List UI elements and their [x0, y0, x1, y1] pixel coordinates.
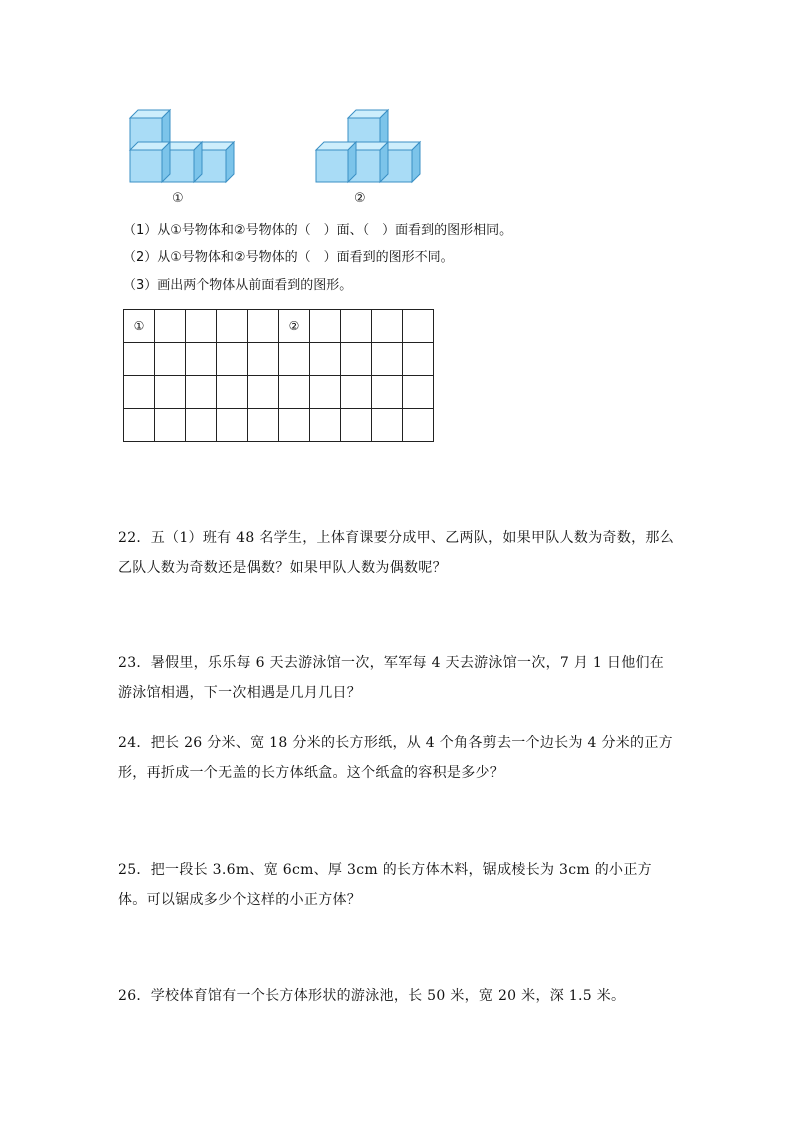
cube-figures [120, 96, 440, 211]
grid-cell[interactable] [341, 343, 372, 376]
question-25: 25．把一段长 3.6m、宽 6cm、厚 3cm 的长方体木料，锯成棱长为 3cm 的小正方体。可以锯成多少个这样的小正方体？ [118, 862, 652, 908]
grid-cell[interactable] [310, 376, 341, 409]
subquestion-1: （1）从①号物体和②号物体的（ ）面、（ ）面看到的图形相同。 [123, 223, 513, 238]
grid-cell[interactable] [403, 409, 434, 442]
grid-cell[interactable] [217, 376, 248, 409]
question-22: 22．五（1）班有 48 名学生，上体育课要分成甲、乙两队，如果甲队人数为奇数，那么乙队人数为奇数还是偶数？如果甲队人数为偶数呢？ [118, 530, 675, 576]
object-1 [130, 110, 234, 182]
grid-cell[interactable] [310, 343, 341, 376]
grid-cell[interactable] [186, 343, 217, 376]
grid-cell[interactable] [248, 409, 279, 442]
grid-cell[interactable] [186, 310, 217, 343]
grid-row [124, 409, 434, 442]
grid-cell[interactable] [186, 409, 217, 442]
grid-cell-label-2[interactable]: ② [279, 310, 310, 343]
object-2 [316, 110, 420, 182]
grid-cell[interactable] [248, 343, 279, 376]
grid-cell[interactable] [341, 376, 372, 409]
subquestion-3: （3）画出两个物体从前面看到的图形。 [123, 278, 353, 293]
cube-objects-illustration [120, 96, 440, 191]
grid-cell[interactable] [372, 409, 403, 442]
grid-cell[interactable] [186, 376, 217, 409]
grid-cell[interactable] [217, 310, 248, 343]
subquestion-2: （2）从①号物体和②号物体的（ ）面看到的图形不同。 [123, 250, 454, 265]
grid-cell[interactable] [403, 376, 434, 409]
grid-row [124, 343, 434, 376]
grid-cell[interactable] [124, 376, 155, 409]
grid-row [124, 376, 434, 409]
question-23: 23．暑假里，乐乐每 6 天去游泳馆一次，军军每 4 天去游泳馆一次，7 月 1 日他们在游泳馆相遇，下一次相遇是几月几日？ [118, 655, 665, 701]
grid-cell[interactable] [279, 376, 310, 409]
grid-cell[interactable] [248, 376, 279, 409]
grid-cell[interactable] [279, 409, 310, 442]
grid-cell[interactable] [155, 343, 186, 376]
grid-cell[interactable] [341, 409, 372, 442]
grid-cell[interactable] [217, 409, 248, 442]
grid-cell[interactable] [372, 343, 403, 376]
figure-2-label: ② [354, 191, 366, 206]
grid-cell[interactable] [155, 409, 186, 442]
grid-cell[interactable] [403, 343, 434, 376]
grid-cell[interactable] [310, 310, 341, 343]
grid-cell[interactable] [341, 310, 372, 343]
grid-cell[interactable] [279, 343, 310, 376]
grid-cell-label-1[interactable]: ① [124, 310, 155, 343]
figure-1-label: ① [172, 191, 184, 206]
grid-cell[interactable] [310, 409, 341, 442]
drawing-grid[interactable] [123, 309, 434, 442]
question-24: 24．把长 26 分米、宽 18 分米的长方形纸，从 4 个角各剪去一个边长为 4 分米的正方形，再折成一个无盖的长方体纸盒。这个纸盒的容积是多少？ [118, 735, 673, 781]
grid-cell[interactable] [155, 376, 186, 409]
grid-cell[interactable] [155, 310, 186, 343]
grid-cell[interactable] [124, 343, 155, 376]
grid-row [124, 310, 434, 343]
grid-cell[interactable] [403, 310, 434, 343]
grid-cell[interactable] [217, 343, 248, 376]
grid-cell[interactable] [248, 310, 279, 343]
grid-cell[interactable] [124, 409, 155, 442]
question-26: 26．学校体育馆有一个长方体形状的游泳池，长 50 米，宽 20 米，深 1.5 米。 [118, 988, 626, 1004]
grid-cell[interactable] [372, 376, 403, 409]
grid-cell[interactable] [372, 310, 403, 343]
